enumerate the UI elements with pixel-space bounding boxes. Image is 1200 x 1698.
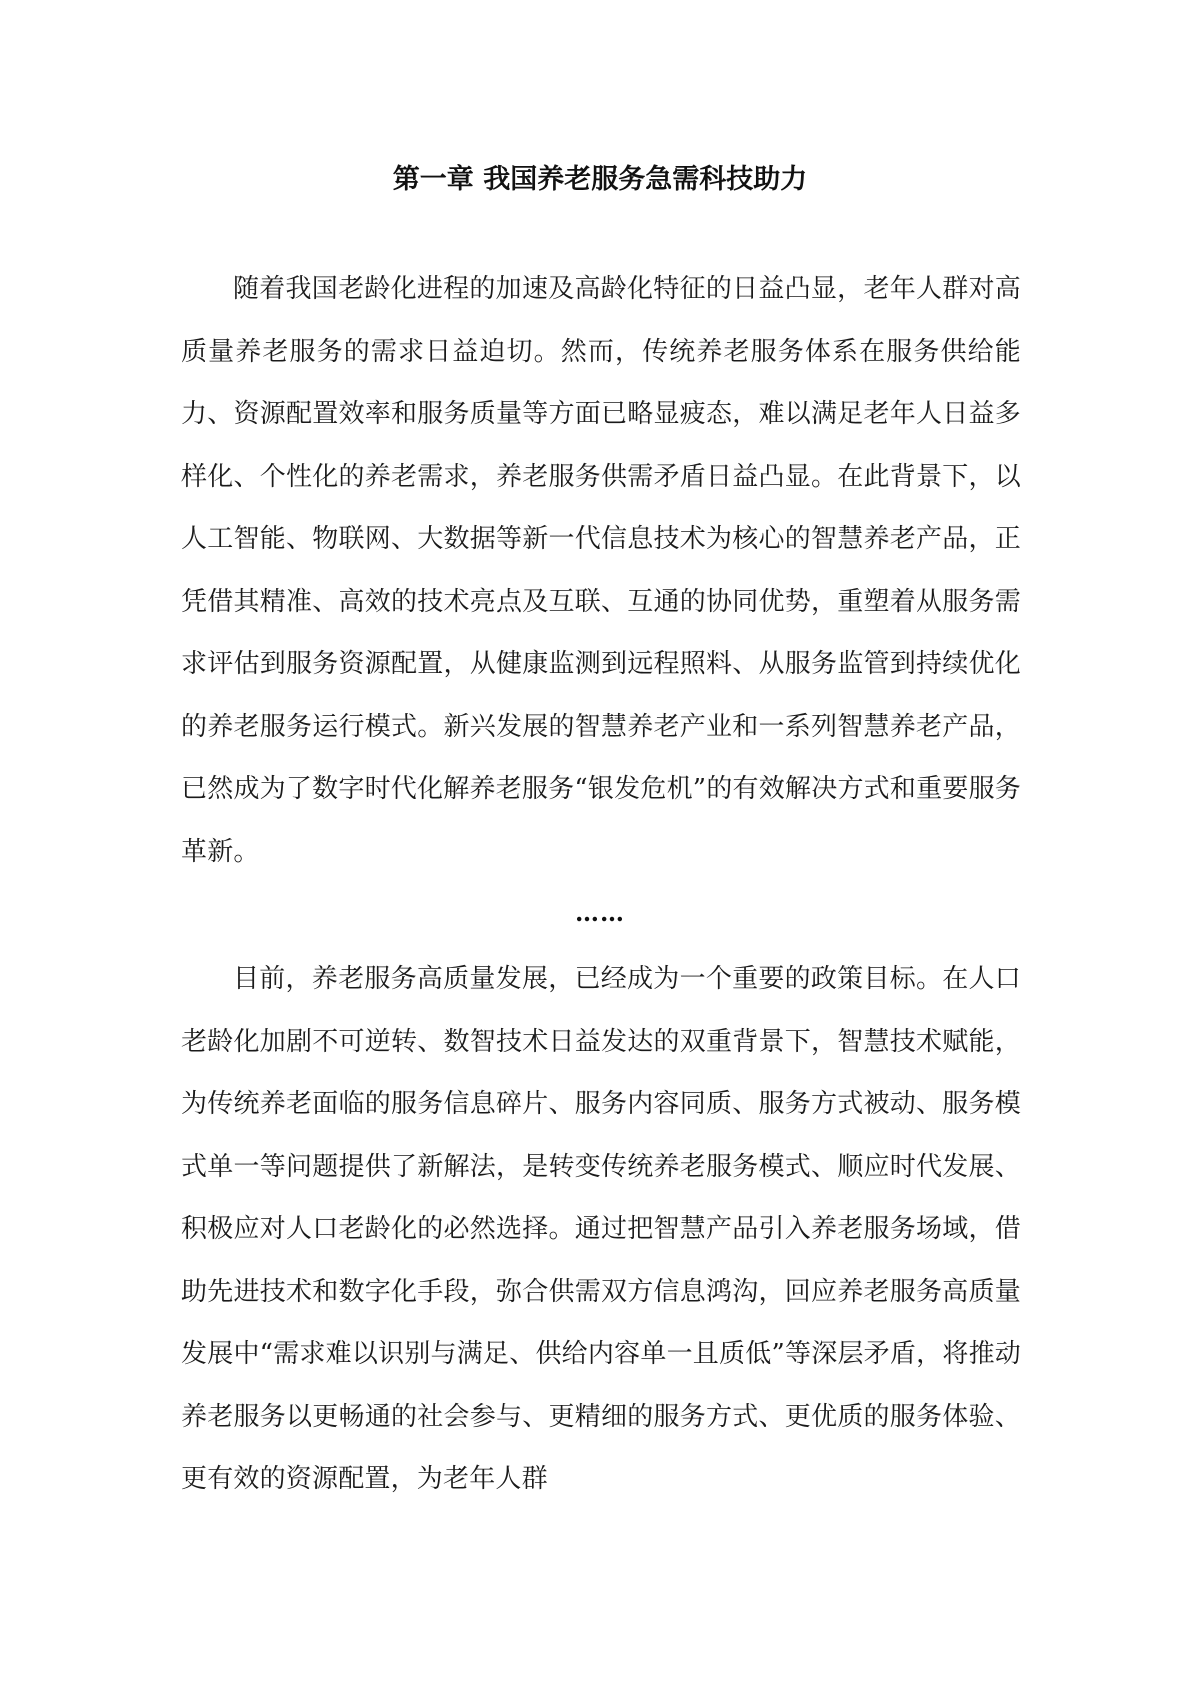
section-ellipsis: …… (575, 898, 625, 927)
paragraph-aging-background: 随着我国老龄化进程的加速及高龄化特征的日益凸显，老年人群对高质量养老服务的需求日益迫切。然而，传统养老服务体系在服务供给能力、资源配置效率和服务质量等方面已略显疲态，难以满足老年人日益多样化、个性化的养老需求，养老服务供需矛盾日益凸显。在此背景下，以人工智能、物联网、大数据等新一代信息技术为核心的智慧养老产品，正凭借其精准、高效的技术亮点及互联、互通的协同优势，重塑着从服务需求评估到服务资源配置，从健康监测到远程照料、从服务监管到持续优化的养老服务运行模式。新兴发展的智慧养老产业和一系列智慧养老产品，已然成为了数字时代化解养老服务“银发危机”的有效解决方式和重要服务革新。 (181, 274, 1021, 867)
paragraph-policy-goal: 目前，养老服务高质量发展，已经成为一个重要的政策目标。在人口老龄化加剧不可逆转、数智技术日益发达的双重背景下，智慧技术赋能，为传统养老面临的服务信息碎片、服务内容同质、服务方式被动、服务模式单一等问题提供了新解法，是转变传统养老服务模式、顺应时代发展、积极应对人口老龄化的必然选择。通过把智慧产品引入养老服务场域，借助先进技术和数字化手段，弥合供需双方信息鸿沟，回应养老服务高质量发展中“需求难以识别与满足、供给内容单一且质低”等深层矛盾，将推动养老服务以更畅通的社会参与、更精细的服务方式、更优质的服务体验、更有效的资源配置，为老年人群 (181, 964, 1021, 1494)
chapter-title: 第一章 我国养老服务急需科技助力 (392, 164, 808, 195)
